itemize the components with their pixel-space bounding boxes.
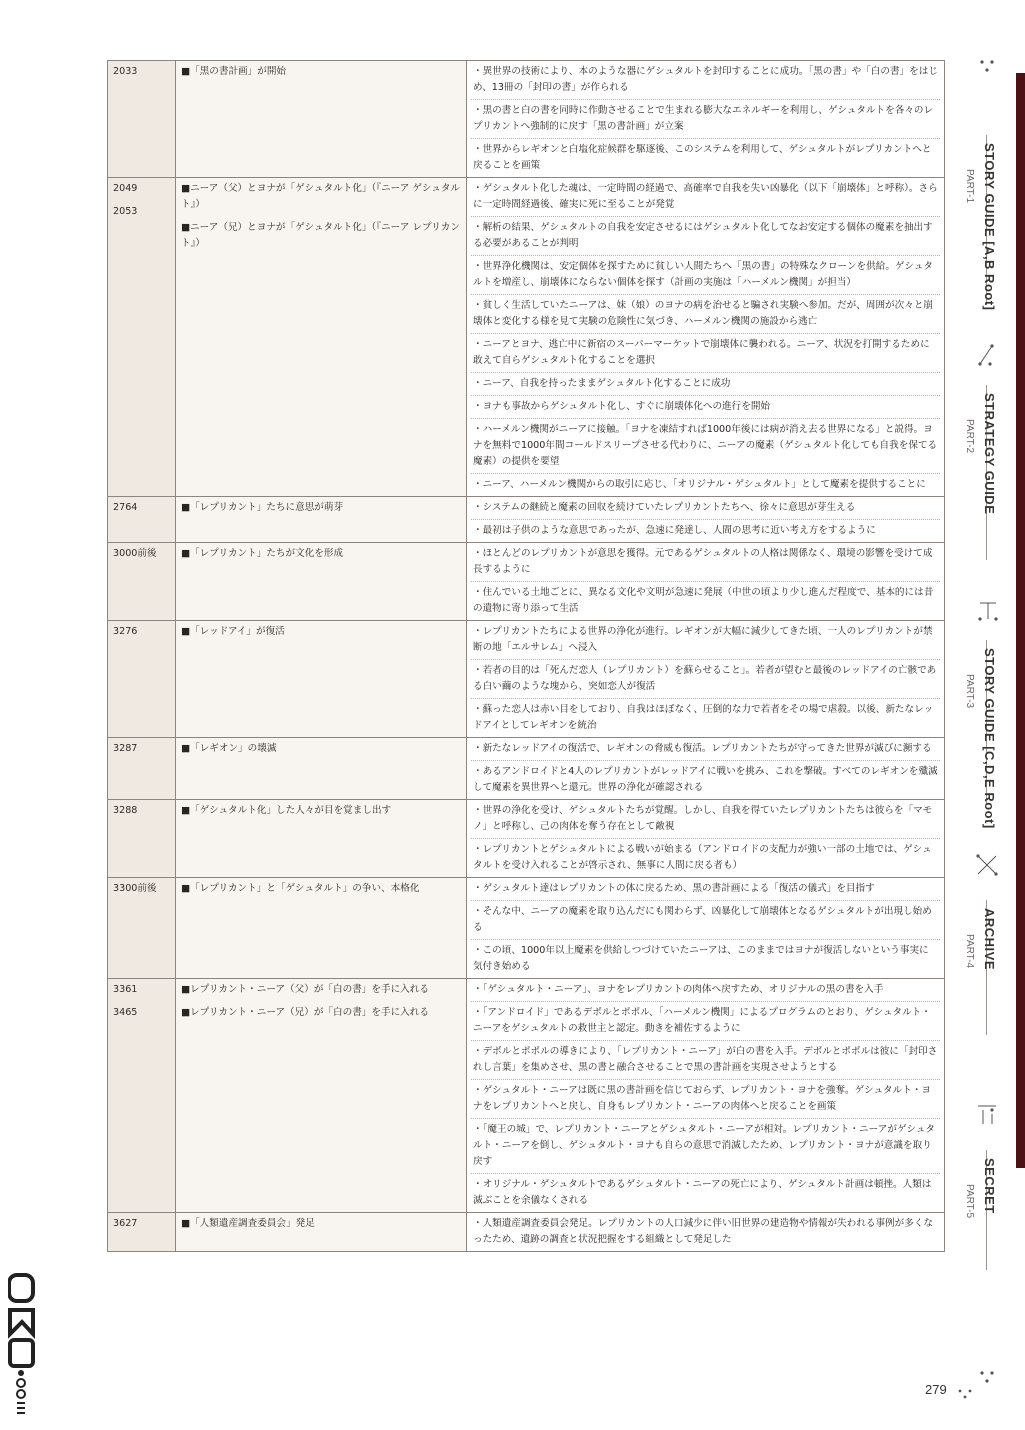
page-number: 279	[925, 1382, 947, 1397]
year-label: 3361	[113, 984, 138, 995]
detail-cell	[467, 543, 945, 621]
detail-item: ・ 若者の目的は「死んだ恋人（レプリカント）を蘇らせること」。若者が望むと最後のレッドアイの亡骸である白い繭のような塊から、突如恋人が復活	[471, 660, 940, 699]
detail-item: ・ 貧しく生活していたニーアは、妹（娘）のヨナの病を治せると騙され実験へ参加。だが、周囲が次々と崩壊体と変化する様を見て実験の危険性に気づき、ハーメルン機関の施設から逃亡	[471, 295, 940, 334]
section-part: PART-1	[964, 169, 975, 204]
event-label: ■「黒の書計画」が開始	[181, 66, 287, 77]
year-cell	[108, 621, 176, 738]
detail-cell	[467, 1213, 945, 1252]
year-cell	[108, 497, 176, 543]
detail-item: ・ ヨナも事故からゲシュタルト化し、すぐに崩壊体化への進行を開始	[471, 396, 940, 419]
table-row	[108, 878, 945, 979]
detail-item: ・ 異世界の技術により、本のような器にゲシュタルトを封印することに成功。「黒の書」や「白の書」をはじめ、13冊の「封印の書」が作られる	[471, 61, 940, 100]
detail-item: ・ 世界からレギオンと白塩化症候群を駆逐後、このシステムを利用して、ゲシュタルトがレプリカントへと戻ることを画策	[471, 139, 940, 177]
detail-cell	[467, 878, 945, 979]
sidebar-section	[958, 385, 1018, 560]
event-cell	[176, 979, 467, 1213]
detail-item: ・ ゲシュタルト・ニーアは既に黒の書計画を信じておらず、レプリカント・ヨナを強奪。ゲシュタルト・ヨナをレプリカントへと戻し、自身もレプリカント・ニーアの肉体へと戻ることを画策	[471, 1080, 940, 1119]
section-part: PART-3	[964, 674, 975, 709]
section-part: PART-4	[964, 934, 975, 969]
sidebar-section	[958, 1150, 1018, 1270]
event-cell	[176, 497, 467, 543]
detail-item: ・ 解析の結果、ゲシュタルトの自我を安定させるにはゲシュタルト化してなお安定する個体の魔素を抽出する必要があることが判明	[471, 217, 940, 256]
table-row	[108, 738, 945, 800]
year-label: 3287	[113, 743, 138, 754]
section-title: ARCHIVE	[982, 908, 997, 971]
table-row	[108, 543, 945, 621]
detail-item: ・ この頃、1000年以上魔素を供給しつづけていたニーアは、このままではヨナが復活しないという事実に気付き始める	[471, 940, 940, 978]
detail-item: ・ ゲシュタルト達はレプリカントの体に戻るため、黒の書計画による「復活の儀式」を目指す	[471, 878, 940, 901]
detail-item: ・ 「アンドロイド」であるデボルとポポル、「ハーメルン機関」によるプログラムのとおり、ゲシュタルト・ニーアをゲシュタルトの救世主と認定。動きを補佐するように	[471, 1002, 940, 1041]
year-label: 2764	[113, 502, 138, 513]
event-cell	[176, 800, 467, 878]
detail-item: ・ 「魔王の城」で、レプリカント・ニーアとゲシュタルト・ニーアが相対。レプリカント・ニーアがゲシュタルト・ニーアを倒し、ゲシュタルト・ヨナも自らの意思で消滅したため、レプリカント・ヨナが意識を取り戻す	[471, 1119, 940, 1174]
year-label: 3288	[113, 805, 138, 816]
event-label: ■ニーア（父）とヨナが「ゲシュタルト化」（『ニーア ゲシュタルト』）	[181, 183, 461, 210]
year-cell	[108, 1213, 176, 1252]
section-part: PART-5	[964, 1184, 975, 1219]
detail-item: ・ 人類遺産調査委員会発足。レプリカントの人口減少に伴い旧世界の建造物や情報が失われる事例が多くなったため、遺跡の調査と状況把握をする組織として発足した	[471, 1213, 940, 1251]
event-label: ■ニーア（兄）とヨナが「ゲシュタルト化」（『ニーア レプリカント』）	[181, 222, 460, 249]
year-label: 2049	[113, 183, 138, 194]
timeline-table	[107, 60, 945, 1252]
detail-cell	[467, 979, 945, 1213]
event-label: ■「レプリカント」と「ゲシュタルト」の争い、本格化	[181, 883, 420, 894]
event-cell	[176, 1213, 467, 1252]
event-cell	[176, 738, 467, 800]
detail-cell	[467, 738, 945, 800]
year-cell	[108, 61, 176, 178]
section-title: STORY GUIDE [C,D,E Root]	[982, 648, 997, 829]
table-row	[108, 621, 945, 738]
event-label: ■「ゲシュタルト化」した人々が目を覚まし出す	[181, 805, 392, 816]
year-label: 3000前後	[113, 548, 157, 559]
table-row	[108, 979, 945, 1213]
section-title: SECRET	[982, 1158, 997, 1214]
dots-ornament-icon	[956, 1382, 976, 1402]
section-ornament-icon	[970, 340, 1004, 370]
detail-item: ・ レプリカントとゲシュタルトによる戦いが始まる（アンドロイドの支配力が強い一部の土地では、ゲシュタルトを受け入れることが啓示され、無事に人間に戻る者も）	[471, 839, 940, 877]
detail-cell	[467, 621, 945, 738]
detail-item: ・ 蘇った恋人は赤い目をしており、自我はほぼなく、圧倒的な力で若者をその場で虐殺。以後、新たなレッドアイとしてレギオンを統治	[471, 699, 940, 737]
event-cell	[176, 61, 467, 178]
event-cell	[176, 878, 467, 979]
event-cell	[176, 621, 467, 738]
section-ornament-icon	[970, 595, 1004, 625]
detail-item: ・ 世界浄化機関は、安定個体を探すために貧しい人間たちへ「黒の書」の特殊なクローンを供給。ゲシュタルトを増産し、崩壊体にならない個体を探す（計画の実施は「ハーメルン機関」が担当）	[471, 256, 940, 295]
table-row	[108, 178, 945, 497]
year-cell	[108, 800, 176, 878]
table-row	[108, 1213, 945, 1252]
section-sidebar	[958, 40, 1018, 1430]
year-cell	[108, 178, 176, 497]
detail-item: ・ 黒の書と白の書を同時に作動させることで生まれる膨大なエネルギーを利用し、ゲシュタルトを各々のレプリカントへ強制的に戻す「黒の書計画」が立案	[471, 100, 940, 139]
section-ornament-icon	[970, 1100, 1004, 1130]
event-label: ■「人類遺産調査委員会」発足	[181, 1218, 315, 1229]
sidebar-section	[958, 640, 1018, 829]
sidebar-section	[958, 900, 1018, 1035]
detail-item: ・ ハーメルン機関がニーアに接触。「ヨナを凍結すれば1000年後には病が消え去る世界になる」と説得。ヨナを無料で1000年間コールドスリープさせる代わりに、ニーアの魔素（ゲシュタルト化しても自我を保てる魔素）の提供を要望	[471, 419, 940, 474]
section-ornament-icon	[970, 50, 1004, 80]
section-ornament-icon	[970, 850, 1004, 880]
event-label: ■「レギオン」の壊滅	[181, 743, 277, 754]
detail-item: ・ 住んでいる土地ごとに、異なる文化や文明が急速に発展（中世の頃より少し進んだ程度で、基本的には昔の遺物に寄り添って生活	[471, 582, 940, 620]
table-row	[108, 800, 945, 878]
year-cell	[108, 738, 176, 800]
detail-item: ・ ほとんどのレプリカントが意思を獲得。元であるゲシュタルトの人格は関係なく、環境の影響を受けて成長するように	[471, 543, 940, 582]
detail-item: ・ 「ゲシュタルト・ニーア」、ヨナをレプリカントの肉体へ戻すため、オリジナルの黒の書を入手	[471, 979, 940, 1002]
year-label: 3465	[113, 1007, 138, 1018]
event-cell	[176, 543, 467, 621]
year-label: 2053	[113, 206, 138, 217]
detail-cell	[467, 178, 945, 497]
detail-item: ・ 最初は子供のような意思であったが、急速に発達し、人間の思考に近い考え方をするように	[471, 520, 940, 542]
detail-item: ・ デボルとポポルの導きにより、「レプリカント・ニーア」が白の書を入手。デボルとポポルは彼に「封印されし言葉」を集めさせ、黒の書と融合させることで黒の書計画を実現させようとする	[471, 1041, 940, 1080]
detail-cell	[467, 61, 945, 178]
event-cell	[176, 178, 467, 497]
table-row	[108, 61, 945, 178]
section-part: PART-2	[964, 419, 975, 454]
event-label: ■「レッドアイ」が復活	[181, 626, 285, 637]
event-label: ■レプリカント・ニーア（父）が「白の書」を手に入れる	[181, 984, 429, 995]
event-label: ■「レプリカント」たちに意思が萌芽	[181, 502, 344, 513]
year-label: 3627	[113, 1218, 138, 1229]
year-label: 2033	[113, 66, 138, 77]
detail-item: ・ 新たなレッドアイの復活で、レギオンの脅威も復活。レプリカントたちが守ってきた世界が滅びに瀕する	[471, 738, 940, 761]
section-title: STORY GUIDE [A,B Root]	[982, 143, 997, 311]
year-cell	[108, 543, 176, 621]
detail-cell	[467, 497, 945, 543]
event-label: ■「レプリカント」たちが文化を形成	[181, 548, 344, 559]
detail-item: ・ レプリカントたちによる世界の浄化が進行。レギオンが大幅に減少してきた頃、一人のレプリカントが禁断の地「エルサレム」へ浸入	[471, 621, 940, 660]
detail-item: ・ 世界の浄化を受け、ゲシュタルトたちが覚醒。しかし、自我を得ていたレプリカントたちは彼らを「マモノ」と呼称し、己の肉体を奪う存在として敵視	[471, 800, 940, 839]
detail-item: ・ オリジナル・ゲシュタルトであるゲシュタルト・ニーアの死亡により、ゲシュタルト計画は頓挫。人類は滅ぶことを余儀なくされる	[471, 1174, 940, 1212]
section-title: STRATEGY GUIDE	[982, 393, 997, 515]
detail-item: ・ ニーア、ハーメルン機関からの取引に応じ、「オリジナル・ゲシュタルト」として魔素を提供することに	[471, 474, 940, 496]
detail-item: ・ システムの継続と魔素の回収を続けていたレプリカントたちへ、徐々に意思が芽生える	[471, 497, 940, 520]
detail-item: ・ そんな中、ニーアの魔素を取り込んだにも関わらず、凶暴化して崩壊体となるゲシュタルトが出現し始める	[471, 901, 940, 940]
event-label: ■レプリカント・ニーア（兄）が「白の書」を手に入れる	[181, 1007, 429, 1018]
detail-item: ・ ゲシュタルト化した魂は、一定時間の経過で、高確率で自我を失い凶暴化（以下「崩壊体」と呼称）。さらに一定時間経過後、確実に死に至ることが発覚	[471, 178, 940, 217]
watermark-logo	[8, 1270, 38, 1420]
year-label: 3300前後	[113, 883, 157, 894]
table-row	[108, 497, 945, 543]
detail-item: ・ ニーア、自我を持ったままゲシュタルト化することに成功	[471, 373, 940, 396]
detail-item: ・ ニーアとヨナ、逃亡中に新宿のスーパーマーケットで崩壊体に襲われる。ニーア、状況を打開するために敢えて自らゲシュタルト化することを選択	[471, 334, 940, 373]
detail-item: ・ あるアンドロイドと4人のレプリカントがレッドアイに戦いを挑み、これを撃破。すべてのレギオンを殲滅して魔素を異世界へと還元。世界の浄化が確認される	[471, 761, 940, 799]
year-cell	[108, 979, 176, 1213]
year-cell	[108, 878, 176, 979]
sidebar-section	[958, 135, 1018, 311]
detail-cell	[467, 800, 945, 878]
year-label: 3276	[113, 626, 138, 637]
